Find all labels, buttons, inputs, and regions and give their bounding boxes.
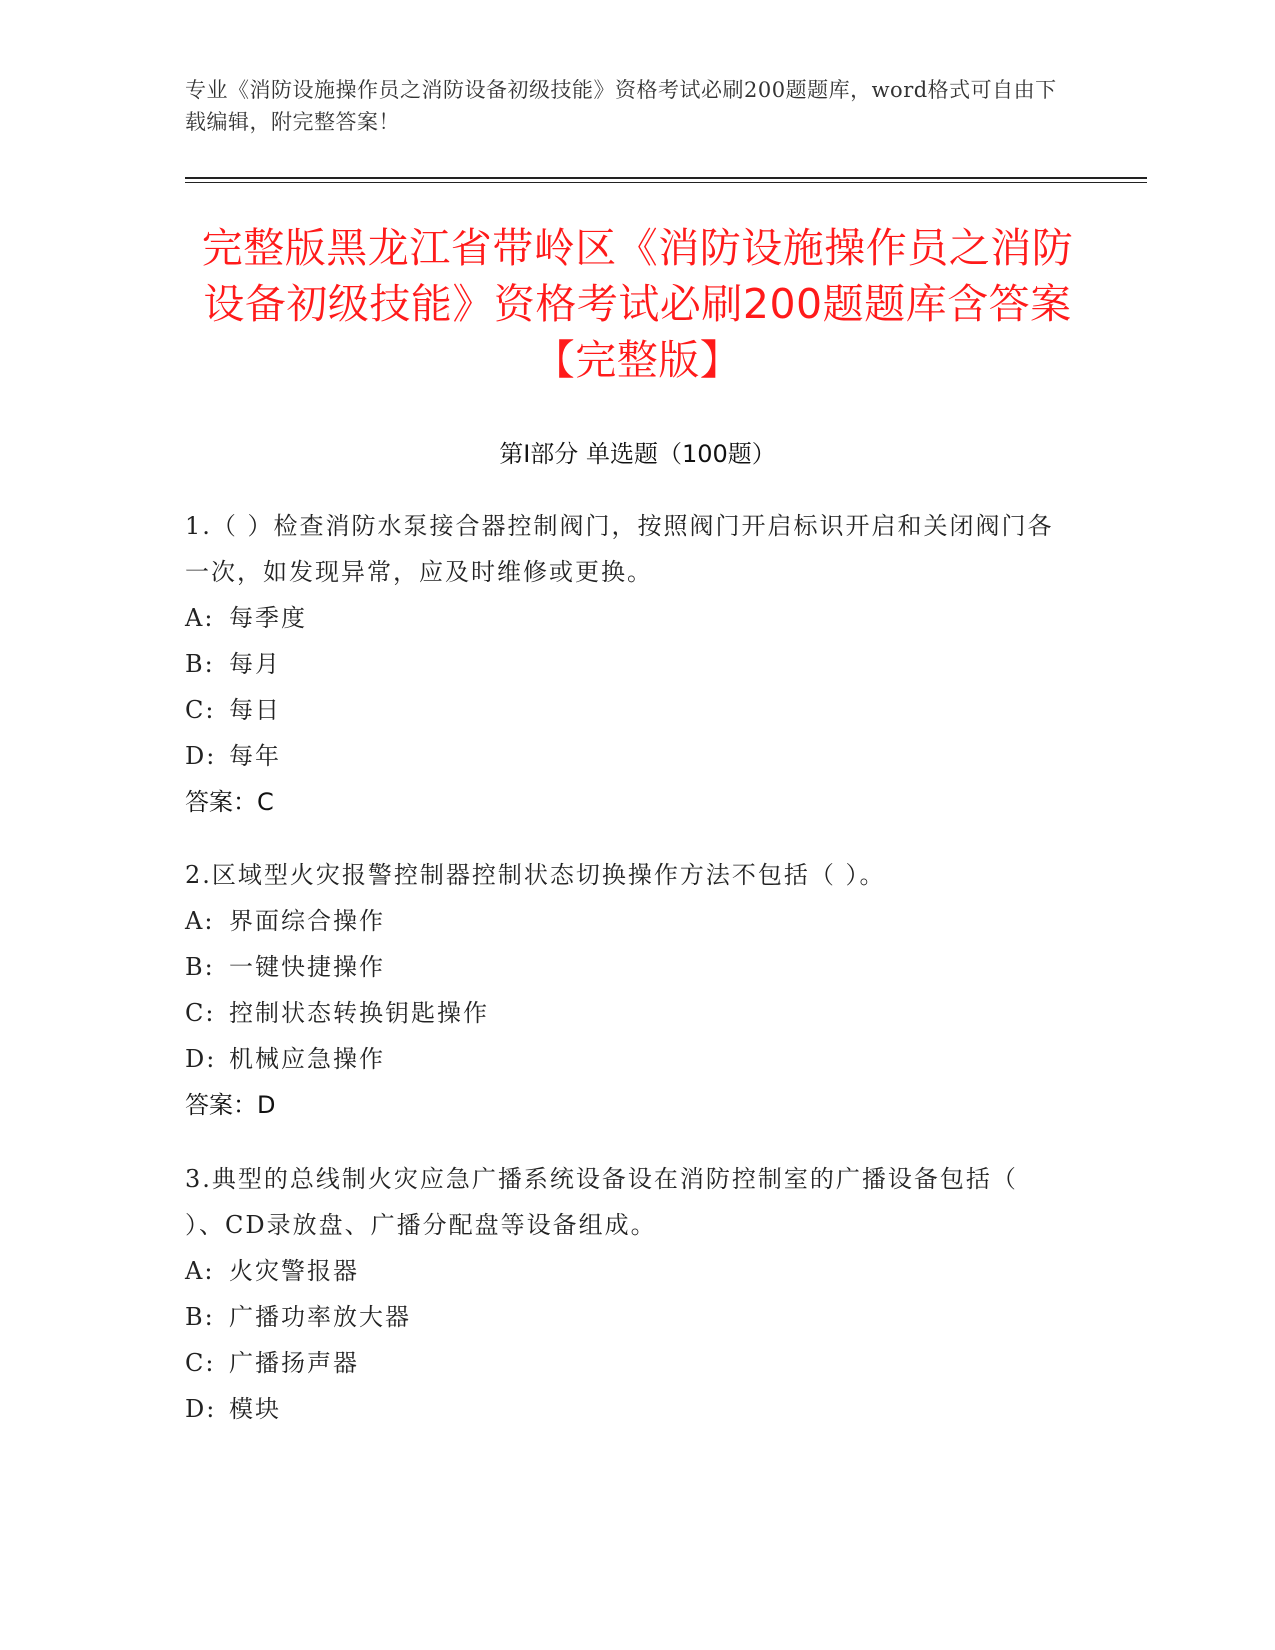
option-text: 机械应急操作 (229, 1045, 385, 1073)
document-title: 完整版黑龙江省带岭区《消防设施操作员之消防设备初级技能》资格考试必刷200题题库含答案【完整版】 (201, 224, 1074, 384)
option-letter: D: (185, 1395, 217, 1423)
option-letter: D: (185, 742, 217, 770)
option-letter: A: (185, 604, 215, 632)
option-a (185, 1248, 1065, 1294)
option-letter: C: (185, 999, 216, 1027)
option-text: 广播扬声器 (229, 1349, 359, 1377)
question-stem: 1.（ ）检查消防水泵接合器控制阀门，按照阀门开启标识开启和关闭阀门各一次，如发现异常，应及时维修或更换。 (185, 512, 1054, 586)
option-c (185, 687, 1065, 733)
answer-line: 答案：D (185, 1091, 276, 1119)
option-text: 火灾警报器 (229, 1257, 359, 1285)
question-stem: 2.区域型火灾报警控制器控制状态切换操作方法不包括（ ）。 (185, 861, 886, 889)
option-text: 控制状态转换钥匙操作 (229, 999, 489, 1027)
header-divider-thin (185, 182, 1147, 183)
option-letter: B: (185, 953, 215, 981)
question-3 (185, 1156, 1065, 1432)
option-text: 一键快捷操作 (229, 953, 385, 981)
option-b (185, 641, 1065, 687)
section-heading: 第I部分 单选题（100题） (499, 440, 776, 468)
option-d (185, 733, 1065, 779)
option-letter: B: (185, 1303, 215, 1331)
option-letter: D: (185, 1045, 217, 1073)
option-b (185, 1294, 1065, 1340)
option-d (185, 1036, 1065, 1082)
header-divider-thick (185, 177, 1147, 179)
question-stem: 3.典型的总线制火灾应急广播系统设备设在消防控制室的广播设备包括（ ）、CD录放盘、广播分配盘等设备组成。 (185, 1165, 1018, 1239)
option-d (185, 1386, 1065, 1432)
option-b (185, 944, 1065, 990)
answer-line: 答案：C (185, 788, 274, 816)
option-a (185, 595, 1065, 641)
option-letter: B: (185, 650, 215, 678)
option-text: 界面综合操作 (229, 907, 385, 935)
question-1 (185, 503, 1065, 825)
option-text: 模块 (229, 1395, 281, 1423)
option-letter: C: (185, 1349, 216, 1377)
option-text: 每日 (229, 696, 281, 724)
option-text: 每月 (229, 650, 281, 678)
header-note: 专业《消防设施操作员之消防设备初级技能》资格考试必刷200题题库，word格式可自由下载编辑，附完整答案！ (185, 78, 1057, 134)
option-text: 广播功率放大器 (229, 1303, 411, 1331)
option-text: 每季度 (229, 604, 307, 632)
option-text: 每年 (229, 742, 281, 770)
option-c (185, 1340, 1065, 1386)
option-c (185, 990, 1065, 1036)
option-letter: A: (185, 1257, 215, 1285)
question-2 (185, 852, 1065, 1128)
option-letter: A: (185, 907, 215, 935)
option-a (185, 898, 1065, 944)
option-letter: C: (185, 696, 216, 724)
